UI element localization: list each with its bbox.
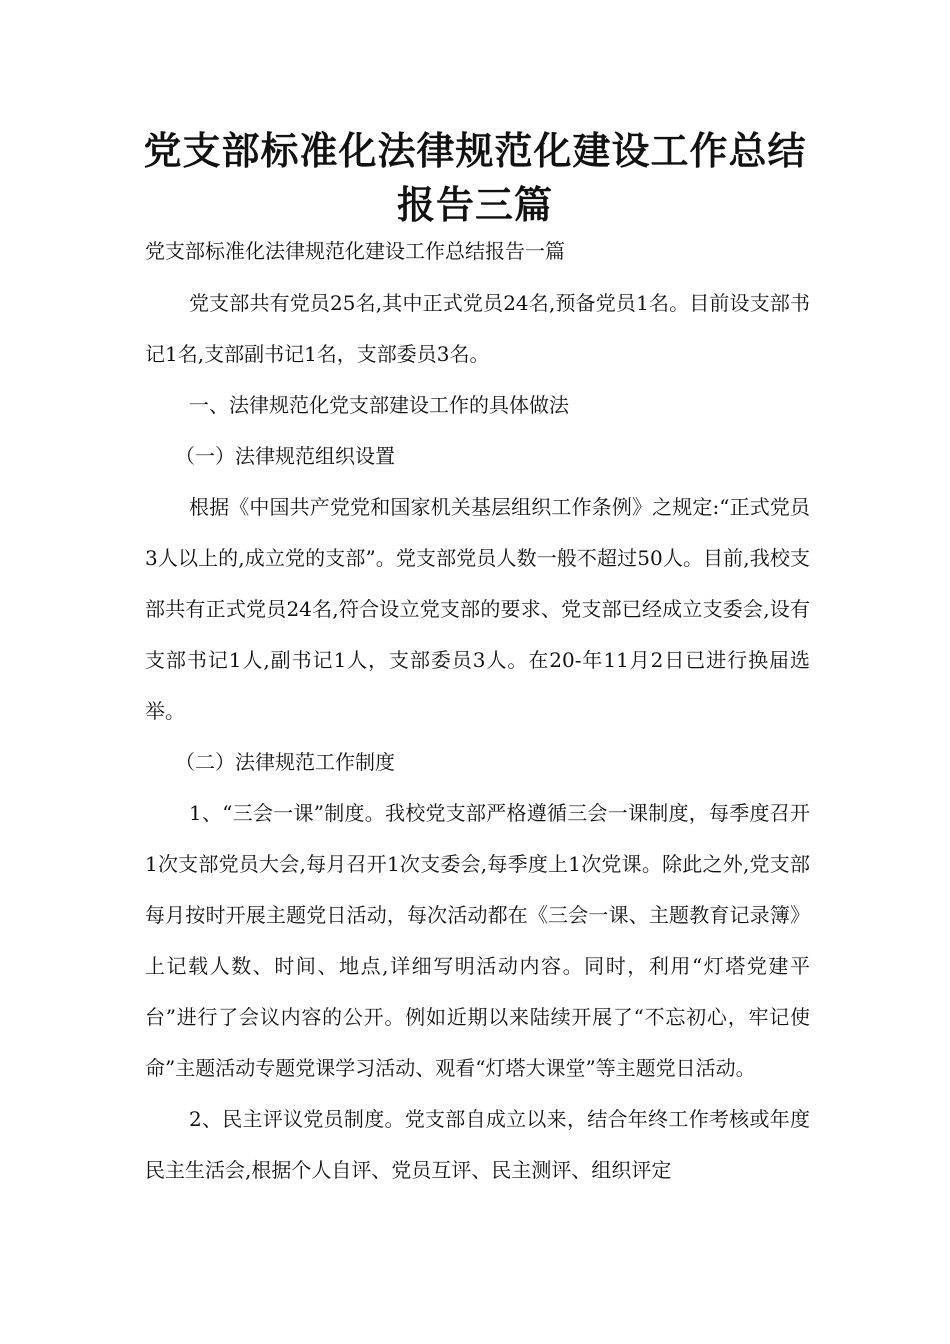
heading-subsection-two: （二）法律规范工作制度 (175, 750, 395, 774)
paragraph-organization-setup: 根据《中国共产党党和国家机关基层组织工作条例》之规定:“正式党员3人以上的,成立党的支部”。党支部党员人数一般不超过50人。目前,我校支部共有正式党员24名,符合设立党支部的要求、党支部已经成立支委会,设有支部书记1人,副书记1人，支部委员3人。在20-年11月2日已进行换届选举。 (145, 495, 810, 723)
heading-section-one: 一、法律规范化党支部建设工作的具体做法 (189, 393, 569, 417)
section-subtitle: 党支部标准化法律规范化建设工作总结报告一篇 (145, 239, 565, 263)
document-title-line-1: 党支部标准化法律规范化建设工作总结 (143, 129, 807, 173)
paragraph-three-meetings-one-lesson: 1、“三会一课”制度。我校党支部严格遵循三会一课制度，每季度召开1次支部党员大会,每月召开1次支委会,每季度上1次党课。除此之外,党支部每月按时开展主题党日活动，每次活动都在《三会一课、主题教育记录簿》上记载人数、时间、地点,详细写明活动内容。同时，利用“灯塔党建平台”进行了会议内容的公开。例如近期以来陆续开展了“不忘初心，牢记使命”主题活动专题党课学习活动、观看“灯塔大课堂”等主题党日活动。 (145, 801, 810, 1080)
paragraph-democratic-evaluation: 2、民主评议党员制度。党支部自成立以来，结合年终工作考核或年度民主生活会,根据个人自评、党员互评、民主测评、组织评定 (145, 1107, 810, 1182)
paragraph-members-overview: 党支部共有党员25名,其中正式党员24名,预备党员1名。目前设支部书记1名,支部副书记1名，支部委员3名。 (145, 291, 810, 366)
document-title-line-2: 报告三篇 (396, 183, 553, 227)
document-body (145, 278, 810, 1196)
heading-subsection-one: （一）法律规范组织设置 (175, 444, 395, 468)
